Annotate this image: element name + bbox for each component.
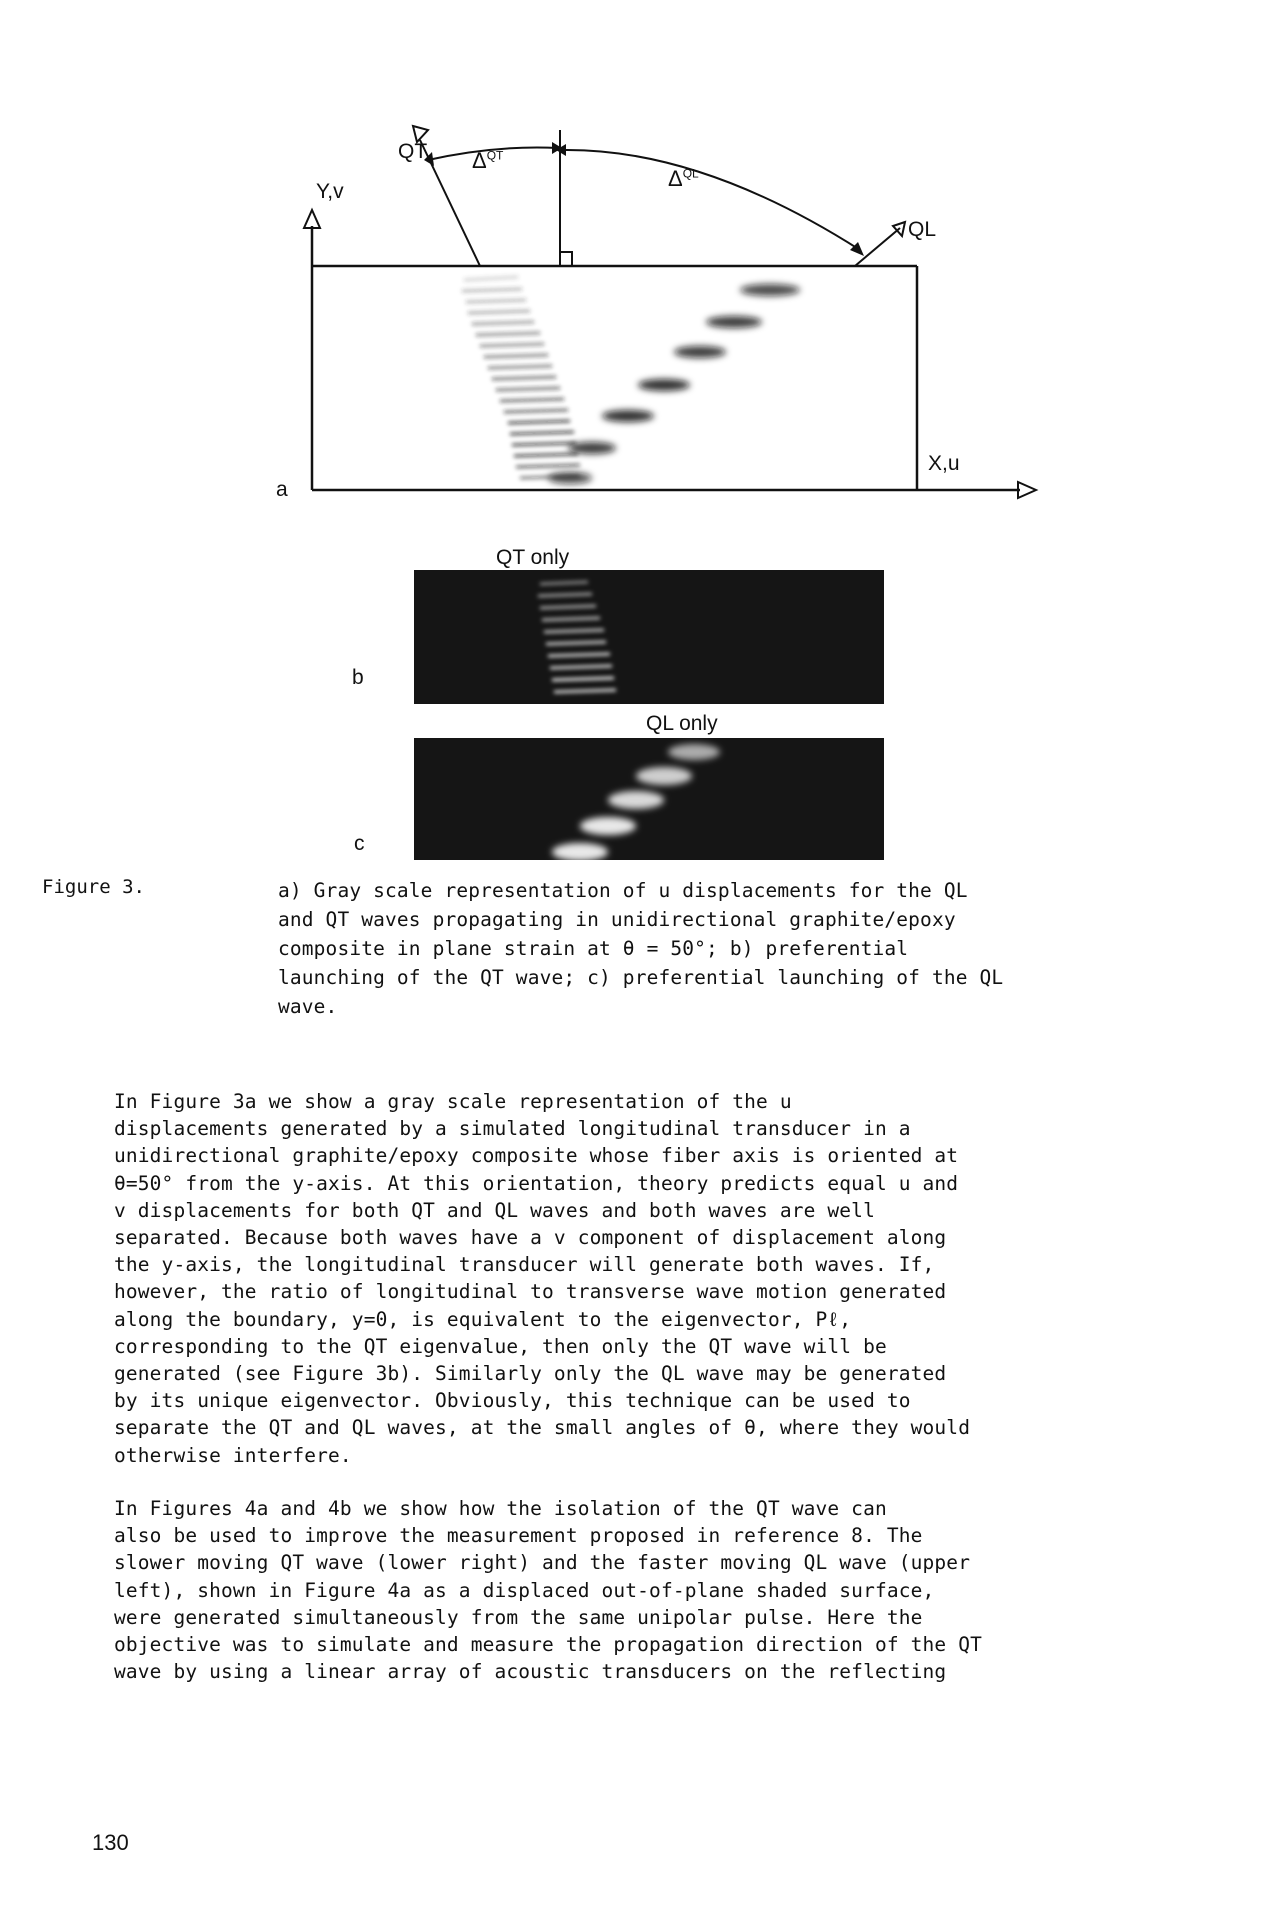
page-number: 130 [92,1830,129,1855]
body-paragraph-1: In Figure 3a we show a gray scale representation of the u displacements generated by a simulated longitudinal transducer in a unidirectional graphite/epoxy composite whose fiber axis is oriented at θ=50° from the y-axis. At this orientation, theory predicts equal u and v displacements for both QT and QL waves and both waves are well separated. Because both waves have a v component of displacement along the y-axis, the longitudinal transducer will generate both waves. If, however, the ratio of longitudinal to transverse wave motion generated along the boundary, y=0, is equivalent to the eigenvector, Pℓ, corresponding to the QT eigenvalue, then only the QT wave will be generated (see Figure 3b). Similarly only the QL wave may be generated by its unique eigenvector. Obviously, this technique can be used to separate the QT and QL waves, at the small angles of θ, where they would otherwise interfere. [114,1090,971,1467]
delta-ql-superscript: QL [682,166,699,181]
y-axis-arrow-icon [304,210,320,228]
panel-c-label: c [354,832,365,855]
qt-wavefront [462,277,580,478]
ql-wavefront [548,284,800,484]
delta-ql-symbol: $\Delta^{QL}$ [668,166,699,191]
y-axis-label: Y,v [316,180,344,203]
figure-3 [0,0,1268,880]
qt-label: QT [398,140,428,163]
panel-c [414,738,884,861]
body-paragraph-2: In Figures 4a and 4b we show how the isolation of the QT wave can also be used to improve the measurement proposed in reference 8. The slower moving QT wave (lower right) and the faster moving QL wave (upper left), shown in Figure 4a as a displaced out-of-plane shaded surface, were generated simultaneously from the same unipolar pulse. Here the objective was to simulate and measure the propagation direction of the QT wave by using a linear array of acoustic transducers on the reflecting [114,1497,982,1684]
panel-c-title: QL only [646,712,718,735]
figure-caption-label: Figure 3. [42,876,145,898]
delta-qt-symbol: $\Delta^{QT}$ [472,148,504,173]
x-axis-label: X,u [928,452,960,475]
figure-3-drawing [0,0,1268,880]
panel-b-title: QT only [496,546,570,569]
figure-caption-text: a) Gray scale representation of u displacements for the QL and QT waves propagating in unidirectional graphite/epoxy composite in plane strain at θ = 50°; b) preferential launching of the QT wave; c) preferential launching of the QL wave. [278,879,1004,1018]
ql-label: QL [908,218,937,241]
delta-qt-superscript: QT [486,148,504,163]
panel-b [414,570,884,704]
panel-b-label: b [352,666,364,689]
panel-a-label: a [276,478,288,501]
x-axis-arrow-icon [1018,482,1036,498]
